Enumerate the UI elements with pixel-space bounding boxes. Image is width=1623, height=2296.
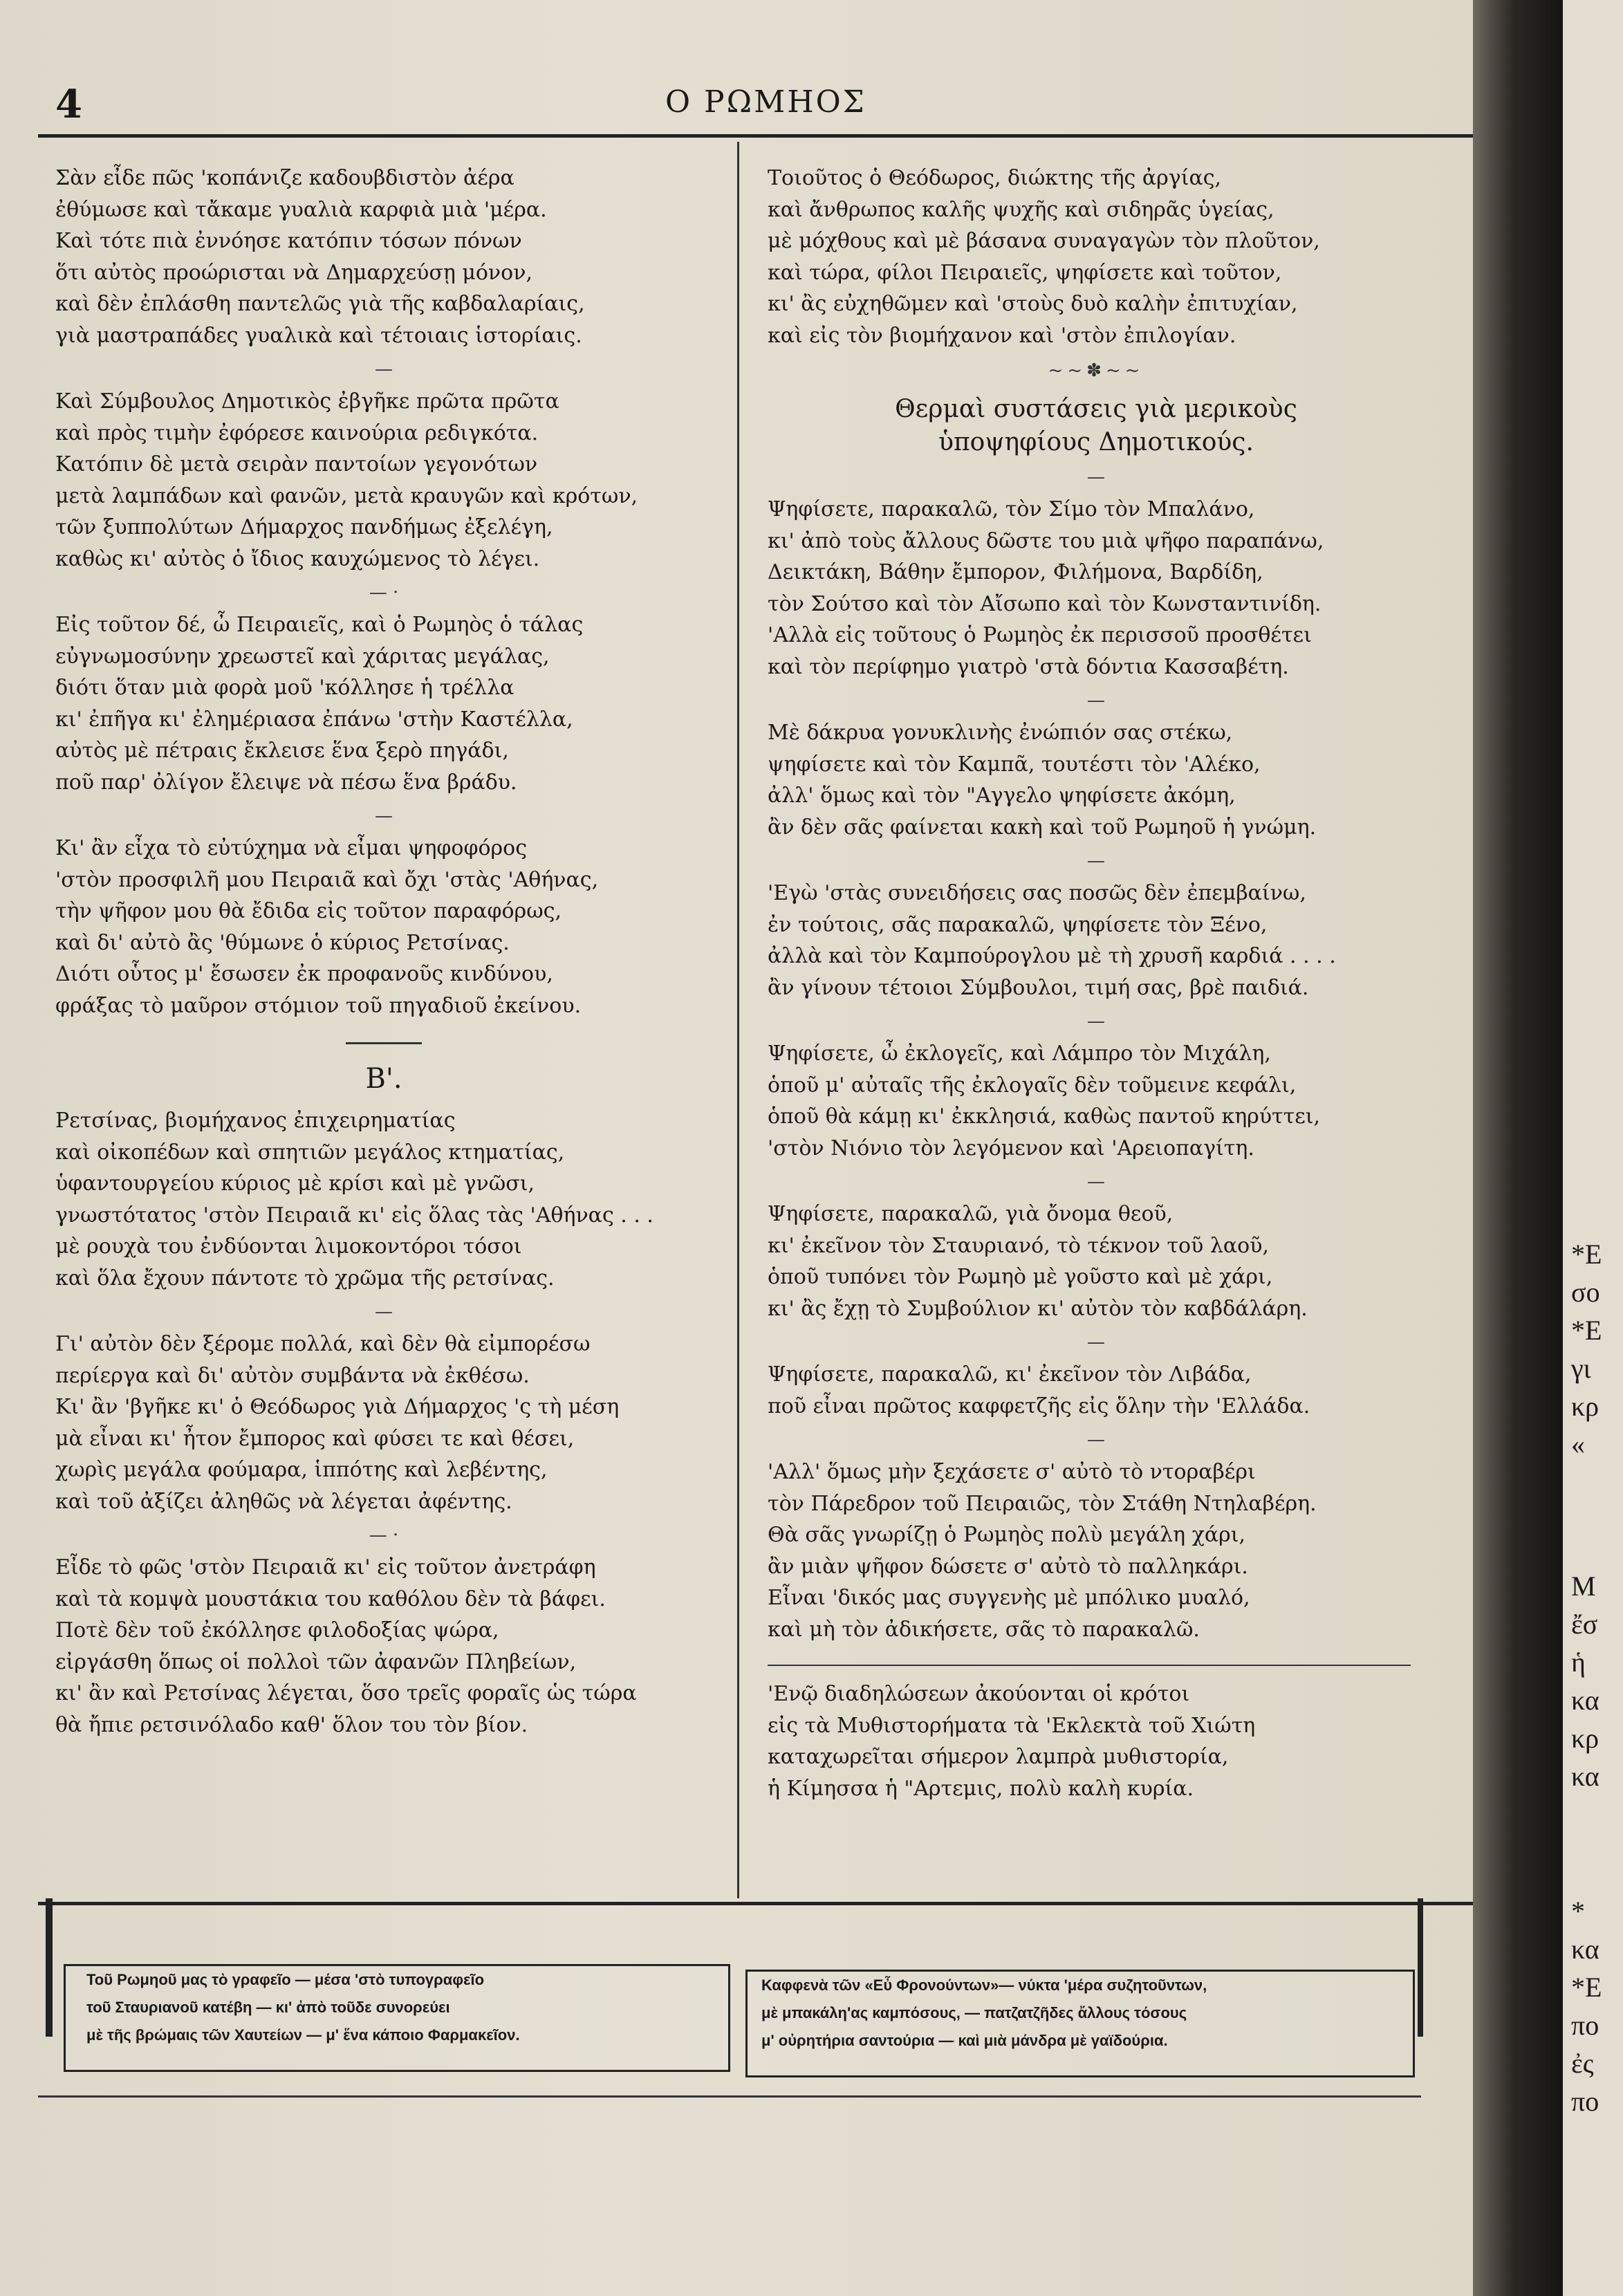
verse-line: αὐτὸς μὲ πέτραις ἔκλεισε ἕνα ξερὸ πηγάδι,: [55, 739, 509, 763]
left-stanza-7: [55, 1552, 712, 1741]
verse-line: κι' ἐκεῖνον τὸν Σταυριανό, τὸ τέκνον τοῦ λαοῦ,: [768, 1233, 1269, 1258]
verse-line: κι' ἂς ἔχῃ τὸ Συμβούλιον κι' αὐτὸν τὸν καβδάλάρη.: [768, 1296, 1308, 1321]
verse-line: Εἶναι 'δικός μας συγγενὴς μὲ μπόλικο μυαλό,: [768, 1586, 1250, 1610]
verse-line: μετὰ λαμπάδων καὶ φανῶν, μετὰ κραυγῶν καὶ κρότων,: [55, 483, 638, 508]
verse-line: μὲ ρουχὰ του ἐνδύονται λιμοκοντόροι τόσοι: [55, 1234, 522, 1259]
verse-line: Ποτὲ δὲν τοῦ ἐκόλλησε φιλοδοξίας ψώρα,: [55, 1618, 499, 1642]
next-page-edge: [1563, 0, 1623, 2296]
right-stanza-5: [768, 1198, 1425, 1324]
right-stanza-1: [768, 494, 1425, 683]
verse-line: ἀλλ' ὅμως καὶ τὸν "Αγγελο ψηφίσετε ἀκόμη,: [768, 784, 1236, 808]
next-page-fragment: *E: [1571, 1972, 1602, 2003]
verse-line: ποῦ εἶναι πρῶτος καφφετζῆς εἰς ὅλην τὴν 'Ελλάδα.: [768, 1394, 1310, 1418]
next-page-fragment: *E: [1571, 1239, 1602, 1270]
stanza-separator: —: [1087, 467, 1105, 488]
stanza-separator: —: [1087, 1332, 1105, 1353]
column-divider: [737, 142, 739, 1898]
notice-line: εἰς τὰ Μυθιστορήματα τὰ 'Εκλεκτὰ τοῦ Χιώτη: [768, 1713, 1256, 1738]
notice-line: καταχωρεῖται σήμερον λαμπρὰ μυθιστορία,: [768, 1745, 1229, 1769]
verse-line: κι' ἐπῆγα κι' ἐλημέριασα ἐπάνω 'στὴν Καστέλλα,: [55, 707, 573, 732]
footer-left-bar: [46, 1898, 53, 2037]
verse-line: καθὼς κι' αὐτὸς ὁ ἴδιος καυχώμενος τὸ λέγει.: [55, 546, 540, 571]
verse-line: ὑφαντουργείου κύριος μὲ κρίσι καὶ μὲ γνῶσι,: [55, 1172, 535, 1196]
stanza-separator: — ·: [369, 582, 399, 603]
footer-box-line: τοῦ Σταυριανοῦ κατέβη — κι' ἀπὸ τοῦδε συνορεύει: [86, 1999, 450, 2016]
verse-line: φράξας τὸ μαῦρον στόμιον τοῦ πηγαδιοῦ ἐκείνου.: [55, 993, 582, 1018]
next-page-fragment: κα: [1571, 1685, 1599, 1716]
book-gutter-shadow: [1473, 0, 1563, 2296]
stanza-separator: —: [1087, 1011, 1105, 1032]
verse-line: 'στὸν προσφιλῆ μου Πειραιᾶ καὶ ὄχι 'στὰς 'Αθήνας,: [55, 867, 599, 892]
next-page-fragment: σο: [1571, 1277, 1600, 1308]
stanza-separator: —: [375, 1302, 393, 1322]
right-stanza-2: [768, 717, 1425, 843]
next-page-fragment: ἐς: [1571, 2048, 1594, 2079]
verse-line: θὰ ἤπιε ρετσινόλαδο καθ' ὅλον του τὸν βίον.: [55, 1712, 528, 1737]
stanza-separator: — ·: [369, 1525, 399, 1546]
verse-line: ψηφίσετε καὶ τὸν Καμπᾶ, τουτέστι τὸν 'Αλέκο,: [768, 752, 1261, 777]
verse-line: καὶ δι' αὐτὸ ἂς 'θύμωνε ὁ κύριος Ρετσίνας.: [55, 930, 510, 955]
stanza-separator: —: [375, 806, 393, 826]
section-title-line: ὑποψηφίους Δημοτικούς.: [938, 428, 1254, 456]
verse-line: κι' ἂν καὶ Ρετσίνας λέγεται, ὅσο τρεῖς φοραῖς ὡς τώρα: [55, 1681, 637, 1705]
next-page-fragment: «: [1571, 1429, 1585, 1460]
verse-line: Ψηφίσετε, παρακαλῶ, τὸν Σίμο τὸν Μπαλάνο,: [768, 497, 1255, 521]
verse-line: ὁποῦ μ' αὐταῖς τῆς ἐκλογαῖς δὲν τοῦμεινε κεφάλι,: [768, 1073, 1297, 1098]
verse-line: Καὶ Σύμβουλος Δημοτικὸς ἐβγῆκε πρῶτα πρῶτα: [55, 389, 559, 414]
footer-box-line: μὲ μπακάλη'ας καμπόσους, — πατζατζῆδες ἄλλους τόσους: [761, 2004, 1187, 2021]
verse-line: καὶ οἰκοπέδων καὶ σπητιῶν μεγάλος κτηματίας,: [55, 1140, 565, 1165]
footer-top-rule: [38, 1902, 1480, 1905]
verse-line: ὅτι αὐτὸς προώρισται νὰ Δημαρχεύσῃ μόνον,: [55, 260, 532, 285]
next-page-fragment: γι: [1571, 1353, 1591, 1384]
ornament-divider: ~~✽~~: [1048, 360, 1144, 381]
verse-line: ἐν τούτοις, σᾶς παρακαλῶ, ψηφίσετε τὸν Ξένο,: [768, 912, 1268, 937]
verse-line: γνωστότατος 'στὸν Πειραιᾶ κι' εἰς ὅλας τὰς 'Αθήνας . . .: [55, 1203, 653, 1228]
verse-line: Θὰ σᾶς γνωρίζῃ ὁ Ρωμηὸς πολὺ μεγάλη χάρι,: [768, 1523, 1246, 1547]
stanza-separator: —: [1087, 1429, 1105, 1450]
verse-line: Κι' ἂν 'βγῆκε κι' ὁ Θεόδωρος γιὰ Δήμαρχος 'ς τὴ μέση: [55, 1395, 620, 1419]
verse-line: καὶ τοῦ ἀξίζει ἀληθῶς νὰ λέγεται ἀφέντης.: [55, 1489, 512, 1514]
next-page-fragment: ἡ: [1571, 1647, 1586, 1678]
section-b-heading: Β'.: [365, 1063, 402, 1095]
verse-line: 'Εγὼ 'στὰς συνειδήσεις σας ποσῶς δὲν ἐπεμβαίνω,: [768, 881, 1306, 905]
newspaper-title: Ο ΡΩΜΗΟΣ: [665, 84, 866, 120]
verse-line: Μὲ δάκρυα γονυκλινὴς ἐνώπιόν σας στέκω,: [768, 721, 1233, 745]
verse-line: διότι ὅταν μιὰ φορὰ μοῦ 'κόλλησε ἡ τρέλλα: [55, 676, 514, 700]
left-stanza-4: [55, 833, 712, 1021]
left-column: [55, 163, 712, 1741]
verse-line: εὐγνωμοσύνην χρεωστεῖ καὶ χάριτας μεγάλας,: [55, 644, 550, 669]
verse-line: καὶ τὰ κομψὰ μουστάκια του καθόλου δὲν τὰ βάφει.: [55, 1586, 606, 1611]
verse-line: Ψηφίσετε, παρακαλῶ, κι' ἐκεῖνον τὸν Λιβάδα,: [768, 1362, 1252, 1387]
verse-line: μὰ εἶναι κι' ἦτον ἔμπορος καὶ φύσει τε καὶ θέσει,: [55, 1426, 575, 1451]
verse-line: ἂν δὲν σᾶς φαίνεται κακὴ καὶ τοῦ Ρωμηοῦ ἡ γνώμη.: [768, 815, 1317, 840]
right-column: [768, 163, 1425, 1804]
verse-line: περίεργα καὶ δι' αὐτὸν συμβάντα νὰ ἐκθέσω.: [55, 1363, 530, 1388]
verse-line: Εἶδε τὸ φῶς 'στὸν Πειραιᾶ κι' εἰς τοῦτον ἀνετράφη: [55, 1555, 596, 1580]
notice: [768, 1678, 1425, 1804]
footer-box-line: μ' οὐρητήρια σαντούρια — καὶ μιὰ μάνδρα μὲ γαϊδούρια.: [761, 2032, 1168, 2049]
verse-line: χωρὶς μεγάλα φούμαρα, ἱππότης καὶ λεβέντης,: [55, 1458, 548, 1482]
verse-line: μὲ μόχθους καὶ μὲ βάσανα συναγαγὼν τὸν πλοῦτον,: [768, 229, 1320, 253]
verse-line: ἐθύμωσε καὶ τἄκαμε γυαλιὰ καρφιὰ μιὰ 'μέρα.: [55, 197, 547, 222]
verse-line: καὶ δὲν ἐπλάσθη παντελῶς γιὰ τῆς καβδαλαρίαις,: [55, 292, 585, 316]
right-stanza-7: [768, 1456, 1425, 1645]
verse-line: Διότι οὗτος μ' ἔσωσεν ἐκ προφανοῦς κινδύνου,: [55, 962, 553, 986]
next-page-fragment: κρ: [1571, 1391, 1599, 1422]
verse-line: τὴν ψῆφον μου θὰ ἔδιδα εἰς τοῦτον παραφόρως,: [55, 899, 562, 923]
verse-line: Εἰς τοῦτον δέ, ὦ Πειραιεῖς, καὶ ὁ Ρωμηὸς ὁ τάλας: [55, 613, 584, 637]
right-stanza-top: [768, 163, 1425, 351]
right-stanza-4: [768, 1038, 1425, 1164]
verse-line: 'Αλλ' ὅμως μὴν ξεχάσετε σ' αὐτὸ τὸ ντοραβέρι: [768, 1460, 1256, 1484]
verse-line: τὸν Σούτσο καὶ τὸν Αἴσωπο καὶ τὸν Κωνσταντινίδη.: [768, 591, 1321, 616]
section-title: [768, 393, 1425, 459]
verse-line: κι' ἀπὸ τοὺς ἄλλους δῶστε του μιὰ ψῆφο παραπάνω,: [768, 528, 1324, 553]
verse-line: καὶ μὴ τὸν ἀδικήσετε, σᾶς τὸ παρακαλῶ.: [768, 1617, 1200, 1642]
section-title-line: Θερμαὶ συστάσεις γιὰ μερικοὺς: [895, 395, 1297, 423]
verse-line: Ψηφίσετε, παρακαλῶ, γιὰ ὄνομα θεοῦ,: [768, 1202, 1174, 1226]
next-page-fragment: κα: [1571, 1761, 1599, 1792]
left-stanza-6: [55, 1328, 712, 1517]
verse-line: Τοιοῦτος ὁ Θεόδωρος, διώκτης τῆς ἀργίας,: [768, 166, 1222, 190]
stanza-separator: —: [1087, 1172, 1105, 1192]
verse-line: Ψηφίσετε, ὦ ἐκλογεῖς, καὶ Λάμπρο τὸν Μιχάλη,: [768, 1041, 1271, 1066]
verse-line: τὸν Πάρεδρον τοῦ Πειραιῶς, τὸν Στάθη Ντηλαβέρη.: [768, 1491, 1317, 1516]
left-stanza-3: [55, 609, 712, 798]
stanza-separator: —: [1087, 690, 1105, 711]
right-stanza-3: [768, 878, 1425, 1003]
next-page-fragment: κρ: [1571, 1723, 1599, 1754]
next-page-fragment: πο: [1571, 2010, 1599, 2041]
left-stanza-1: [55, 163, 712, 351]
verse-line: γιὰ μαστραπάδες γυαλικὰ καὶ τέτοιαις ἱστορίαις.: [55, 323, 582, 348]
verse-line: καὶ ὅλα ἔχουν πάντοτε τὸ χρῶμα τῆς ρετσίνας.: [55, 1266, 555, 1290]
verse-line: τῶν ξυππολύτων Δήμαρχος πανδήμως ἐξελέγη,: [55, 515, 553, 539]
left-stanza-5: [55, 1105, 712, 1294]
right-stanza-6: [768, 1359, 1425, 1422]
verse-line: κι' ἂς εὐχηθῶμεν καὶ 'στοὺς δυὸ καλὴν ἐπιτυχίαν,: [768, 292, 1298, 316]
next-page-fragment: *: [1571, 1896, 1585, 1927]
footer-right-box: [745, 1970, 1415, 2077]
verse-line: ὁποῦ θὰ κάμῃ κι' ἐκκλησιά, καθὼς παντοῦ κηρύττει,: [768, 1104, 1321, 1129]
section-rule: [346, 1042, 422, 1044]
verse-line: Σὰν εἶδε πῶς 'κοπάνιζε καδουβδιστὸν ἀέρα: [55, 166, 514, 190]
verse-line: ποῦ παρ' ὀλίγον ἔλειψε νὰ πέσω ἕνα βράδυ.: [55, 770, 517, 795]
verse-line: Δεικτάκη, Βάθην ἔμπορον, Φιλήμονα, Βαρδίδη,: [768, 560, 1263, 584]
notice-rule: [768, 1665, 1411, 1666]
header-rule: [38, 134, 1476, 138]
next-page-fragment: M: [1571, 1571, 1596, 1602]
verse-line: Ρετσίνας, βιομήχανος ἐπιχειρηματίας: [55, 1109, 456, 1133]
verse-line: ἀλλὰ καὶ τὸν Καμπούρογλου μὲ τὴ χρυσῆ καρδιά . . . .: [768, 944, 1336, 968]
verse-line: ἂν γίνουν τέτοιοι Σύμβουλοι, τιμή σας, βρὲ παιδιά.: [768, 975, 1309, 1000]
next-page-fragment: πο: [1571, 2086, 1599, 2117]
stanza-separator: —: [375, 359, 393, 380]
verse-line: ἂν μιὰν ψῆφον δώσετε σ' αὐτὸ τὸ παλληκάρι.: [768, 1554, 1248, 1579]
footer-box-line: Τοῦ Ρωμηοῦ μας τὸ γραφεῖο — μέσα 'στὸ τυπογραφεῖο: [86, 1971, 485, 1988]
notice-line: 'Ενῷ διαδηλώσεων ἀκούονται οἱ κρότοι: [768, 1682, 1190, 1706]
verse-line: καὶ τὸν περίφημο γιατρὸ 'στὰ δόντια Κασσαβέτη.: [768, 654, 1289, 679]
footer-box-line: μὲ τῆς βρώμαις τῶν Χαυτείων — μ' ἕνα κάποιο Φαρμακεῖον.: [86, 2026, 520, 2044]
verse-line: Καὶ τότε πιὰ ἐννόησε κατόπιν τόσων πόνων: [55, 229, 522, 253]
verse-line: 'στὸν Νιόνιο τὸν λεγόμενον καὶ 'Αρειοπαγίτη.: [768, 1136, 1254, 1160]
verse-line: Κι' ἂν εἶχα τὸ εὐτύχημα νὰ εἶμαι ψηφοφόρος: [55, 836, 528, 860]
verse-line: Κατόπιν δὲ μετὰ σειρὰν παντοίων γεγονότων: [55, 452, 538, 476]
notice-line: ἡ Κίμησσα ἡ "Αρτεμις, πολὺ καλὴ κυρία.: [768, 1776, 1194, 1801]
verse-line: ὁποῦ τυπόνει τὸν Ρωμηὸ μὲ γοῦστο καὶ μὲ χάρι,: [768, 1265, 1273, 1289]
footer-left-box: [64, 1964, 730, 2072]
next-page-fragment: *E: [1571, 1315, 1602, 1346]
verse-line: Γι' αὐτὸν δὲν ξέρομε πολλά, καὶ δὲν θὰ εἰμπορέσω: [55, 1332, 591, 1356]
next-page-fragment: κα: [1571, 1934, 1599, 1965]
verse-line: 'Αλλὰ εἰς τοῦτους ὁ Ρωμηὸς ἐκ περισσοῦ προσθέτει: [768, 623, 1312, 647]
footer-right-bar: [1418, 1898, 1423, 2037]
next-page-fragment: ἔσ: [1571, 1609, 1598, 1640]
verse-line: καὶ πρὸς τιμὴν ἐφόρεσε καινούρια ρεδιγκότα.: [55, 420, 539, 445]
verse-line: καὶ ἄνθρωπος καλῆς ψυχῆς καὶ σιδηρᾶς ὑγείας,: [768, 197, 1274, 222]
verse-line: καὶ εἰς τὸν βιομήχανον καὶ 'στὸν ἐπιλογίαν.: [768, 323, 1236, 348]
verse-line: εἰργάσθη ὅπως οἱ πολλοὶ τῶν ἀφανῶν Πληβείων,: [55, 1649, 577, 1674]
stanza-separator: —: [1087, 851, 1105, 871]
footer-box-line: Καφφενὰ τῶν «Εὖ Φρονούντων»— νύκτα 'μέρα συζητοῦντων,: [761, 1976, 1207, 1994]
verse-line: καὶ τώρα, φίλοι Πειραιεῖς, ψηφίσετε καὶ τοῦτον,: [768, 260, 1282, 285]
footer-bottom-rule: [38, 2095, 1421, 2098]
left-stanza-2: [55, 386, 712, 575]
page-number: 4: [55, 82, 82, 127]
